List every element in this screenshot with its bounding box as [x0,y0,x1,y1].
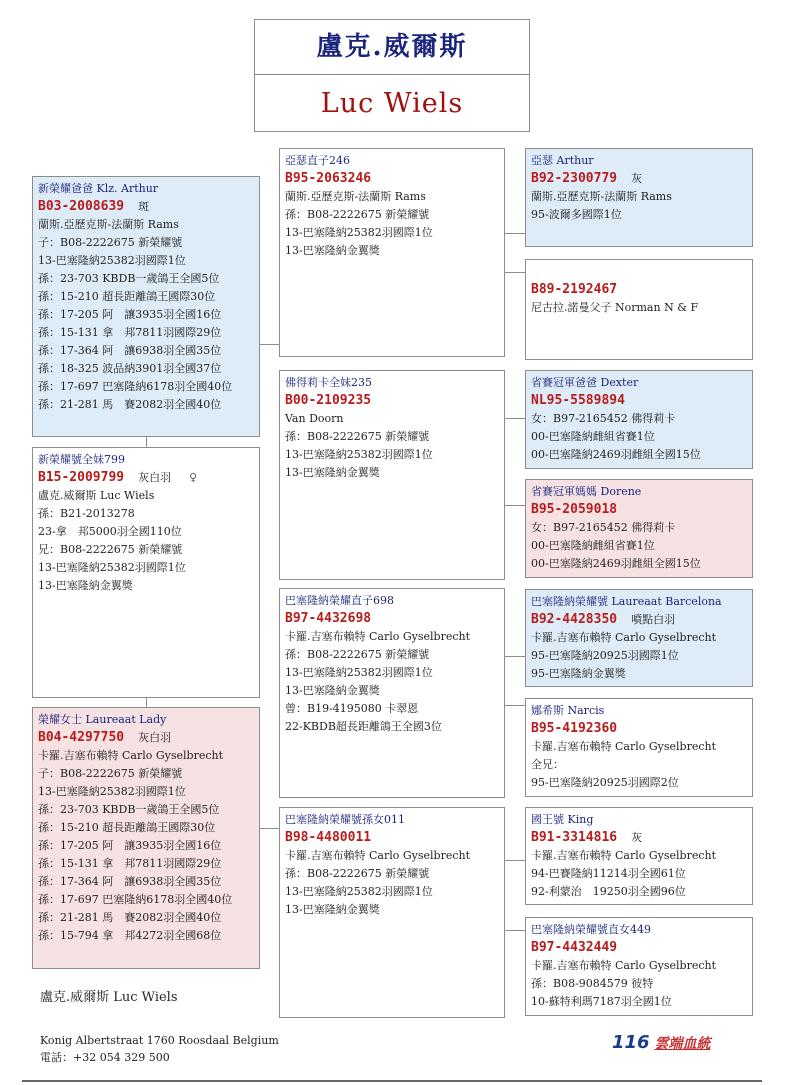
info-line: 孫：17-697 巴塞隆納6178羽全國40位 [38,893,233,906]
info-line: 孫：15-210 超長距離鴿王國際30位 [38,290,216,303]
pedigree-card-ggp-3 [525,370,753,469]
owner-name: 盧克.威爾斯 Luc Wiels [40,990,178,1005]
info-line: 95-巴塞隆納金翼獎 [531,667,626,680]
info-line: 卡羅.吉塞布賴特 Carlo Gyselbrecht [531,959,717,972]
ring-number: B98-4480011 [285,830,372,845]
info-line: 孫：17-364 阿 讓6938羽全國35位 [38,875,222,888]
info-line: 卡羅.吉塞布賴特 Carlo Gyselbrecht [531,740,717,753]
pedigree-card-granddam-maternal [279,807,505,1018]
pigeon-name: 巴塞隆納榮耀直子698 [285,594,394,607]
info-line: 蘭斯.亞歷克斯-法蘭斯 Rams [38,218,179,231]
ring-number: B04-4297750 [38,730,125,745]
pedigree-header [254,19,530,132]
pigeon-name: 娜希斯 Narcis [531,704,605,717]
info-line: 13-巴塞隆納金翼獎 [38,579,133,592]
connector-line [259,344,280,345]
info-line: 孫：15-131 拿 邦7811羽國際29位 [38,857,222,870]
info-line: 卡羅.吉塞布賴特 Carlo Gyselbrecht [38,749,224,762]
info-line: 孫：B08-2222675 新榮耀號 [285,867,430,880]
info-line: 孫：B08-2222675 新榮耀號 [285,648,430,661]
info-line: 卡羅.吉塞布賴特 Carlo Gyselbrecht [285,849,471,862]
connector-line [504,930,525,931]
brand-logo [612,1032,710,1053]
info-line: 13-巴塞隆納25382羽國際1位 [38,785,186,798]
info-line: 孫：18-325 波品納3901羽全國37位 [38,362,222,375]
pedigree-card-grandsire-maternal [279,588,505,798]
info-line: 尼古拉.諾曼父子 Norman N & F [531,301,699,314]
info-line: 13-巴塞隆納金翼獎 [285,684,380,697]
connector-line [504,505,525,506]
pigeon-name: 巴塞隆納榮耀號孫女011 [285,813,405,826]
ring-number: NL95-5589894 [531,393,625,408]
info-line: 13-巴塞隆納25382羽國際1位 [285,885,433,898]
info-line: Van Doorn [285,412,344,425]
pedigree-card-ggp-4 [525,479,753,578]
ring-number: B89-2192467 [531,282,618,297]
pigeon-name: 亞瑟直子246 [285,154,350,167]
info-line: 00-巴塞隆納2469羽雌組全國15位 [531,557,701,570]
plumage-color: 灰白羽 [138,471,172,484]
connector-line [504,272,525,273]
info-line: 全兄： [531,758,564,771]
info-line: 孫：B08-2222675 新榮耀號 [285,208,430,221]
pigeon-name: 佛得莉卡全妹235 [285,376,372,389]
ring-number: B91-3314816 [531,830,618,845]
pigeon-name: 國王號 King [531,813,594,826]
pedigree-card-sire [32,176,260,437]
info-line: 13-巴塞隆納25382羽國際1位 [285,666,433,679]
info-line: 曾：B19-4195080 卡翠恩 [285,702,419,715]
pigeon-name: 榮耀女士 Laureaat Lady [38,713,167,726]
info-line: 92-利蒙治 19250羽全國96位 [531,885,686,898]
plumage-color: 灰 [631,172,643,185]
connector-line [504,233,525,234]
info-line: 13-巴塞隆納金翼獎 [285,244,380,257]
owner-contact [40,1032,279,1066]
info-line: 孫：17-697 巴塞隆納6178羽全國40位 [38,380,233,393]
plumage-color: 噴點白羽 [631,613,676,626]
pedigree-card-ggp-6 [525,698,753,797]
owner-address: Konig Albertstraat 1760 Roosdaal Belgium [40,1034,279,1047]
connector-line [504,418,525,419]
info-line: 卡羅.吉塞布賴特 Carlo Gyselbrecht [531,849,717,862]
connector-line [504,705,525,706]
ring-number: B03-2008639 [38,199,125,214]
pigeon-name: 新榮耀爸爸 Klz. Arthur [38,182,159,195]
info-line: 孫：B08-9084579 彼特 [531,977,654,990]
info-line: 孫：23-703 KBDB一歲鴿王全國5位 [38,803,220,816]
ring-number: B15-2009799 [38,470,125,485]
connector-line [259,828,280,829]
pedigree-card-ggp-1 [525,148,753,247]
female-symbol-icon: ♀ [189,471,198,484]
info-line: 22-KBDB超長距離鴿王全國3位 [285,720,442,733]
info-line: 女：B97-2165452 佛得莉卡 [531,521,676,534]
info-line: 95-波爾多國際1位 [531,208,622,221]
ring-number: B00-2109235 [285,393,372,408]
info-line: 孫：17-205 阿 讓3935羽全國16位 [38,308,222,321]
info-line: 子：B08-2222675 新榮耀號 [38,236,183,249]
pedigree-card-grandsire-paternal [279,148,505,357]
info-line: 95-巴塞隆納20925羽國際2位 [531,776,679,789]
info-line: 13-巴塞隆納金翼獎 [285,903,380,916]
info-line: 00-巴塞隆納雌組省賽1位 [531,430,655,443]
info-line: 13-巴塞隆納25382羽國際1位 [38,254,186,267]
pedigree-card-ggp-2 [525,259,753,360]
info-line: 00-巴塞隆納雌組省賽1位 [531,539,655,552]
pigeon-name-english: Luc Wiels [320,88,464,119]
info-line: 蘭斯.亞歷克斯-法蘭斯 Rams [531,190,672,203]
pedigree-card-subject [32,447,260,698]
info-line: 13-巴塞隆納25382羽國際1位 [285,448,433,461]
ring-number: B92-4428350 [531,612,618,627]
info-line: 孫：21-281 馬 賽2082羽全國40位 [38,398,222,411]
plumage-color: 斑 [138,200,150,213]
ring-number: B95-4192360 [531,721,618,736]
connector-line [504,656,525,657]
info-line: 卡羅.吉塞布賴特 Carlo Gyselbrecht [531,631,717,644]
info-line: 孫：23-703 KBDB一歲鴿王全國5位 [38,272,220,285]
pigeon-name [531,263,747,281]
pigeon-name: 省賽冠軍爸爸 Dexter [531,376,639,389]
pedigree-card-granddam-paternal [279,370,505,580]
connector-line [146,697,147,707]
info-line: 孫：17-205 阿 讓3935羽全國16位 [38,839,222,852]
info-line: 子：B08-2222675 新榮耀號 [38,767,183,780]
info-line: 95-巴塞隆納20925羽國際1位 [531,649,679,662]
pigeon-name-chinese: 盧克.威爾斯 [255,20,529,75]
ring-number: B97-4432698 [285,611,372,626]
pedigree-card-ggp-8 [525,917,753,1016]
info-line: 卡羅.吉塞布賴特 Carlo Gyselbrecht [285,630,471,643]
info-line: 女：B97-2165452 佛得莉卡 [531,412,676,425]
pedigree-card-ggp-7 [525,807,753,905]
footer-divider [22,1080,762,1082]
info-line: 孫：15-794 拿 邦4272羽全國68位 [38,929,222,942]
pigeon-name: 省賽冠軍媽媽 Dorene [531,485,642,498]
info-line: 13-巴塞隆納25382羽國際1位 [38,561,186,574]
info-line: 94-巴賽隆納11214羽全國61位 [531,867,686,880]
ring-number: B97-4432449 [531,940,618,955]
info-line: 13-巴塞隆納金翼獎 [285,466,380,479]
plumage-color: 灰 [631,831,643,844]
info-line: 盧克.威爾斯 Luc Wiels [38,489,155,502]
ring-number: B92-2300779 [531,171,618,186]
info-line: 10-蘇特利瑪7187羽全國1位 [531,995,672,1008]
pigeon-name: 巴塞隆納榮耀號 Laureaat Barcelona [531,595,722,608]
info-line: 兄：B08-2222675 新榮耀號 [38,543,183,556]
pigeon-name: 新榮耀號全妹799 [38,453,125,466]
info-line: 孫：21-281 馬 賽2082羽全國40位 [38,911,222,924]
info-line: 孫：B08-2222675 新榮耀號 [285,430,430,443]
info-line: 孫：17-364 阿 讓6938羽全國35位 [38,344,222,357]
owner-phone: 電話：+32 054 329 500 [40,1051,170,1064]
pigeon-name: 巴塞隆納榮耀號直女449 [531,923,651,936]
ring-number: B95-2059018 [531,502,618,517]
info-line: 孫：15-131 拿 邦7811羽國際29位 [38,326,222,339]
info-line: 孫：15-210 超長距離鴿王國際30位 [38,821,216,834]
info-line: 13-巴塞隆納25382羽國際1位 [285,226,433,239]
connector-line [504,860,525,861]
info-line: 孫：B21-2013278 [38,507,135,520]
pedigree-card-dam [32,707,260,969]
logo-text: 雲端血統 [654,1036,711,1052]
ring-number: B95-2063246 [285,171,372,186]
logo-number: 116 [612,1032,650,1053]
info-line: 00-巴塞隆納2469羽雌組全國15位 [531,448,701,461]
info-line: 23-拿 邦5000羽全國110位 [38,525,182,538]
pedigree-card-ggp-5 [525,589,753,687]
plumage-color: 灰白羽 [138,731,172,744]
connector-line [146,437,147,447]
pigeon-name: 亞瑟 Arthur [531,154,594,167]
info-line: 蘭斯.亞歷克斯-法蘭斯 Rams [285,190,426,203]
